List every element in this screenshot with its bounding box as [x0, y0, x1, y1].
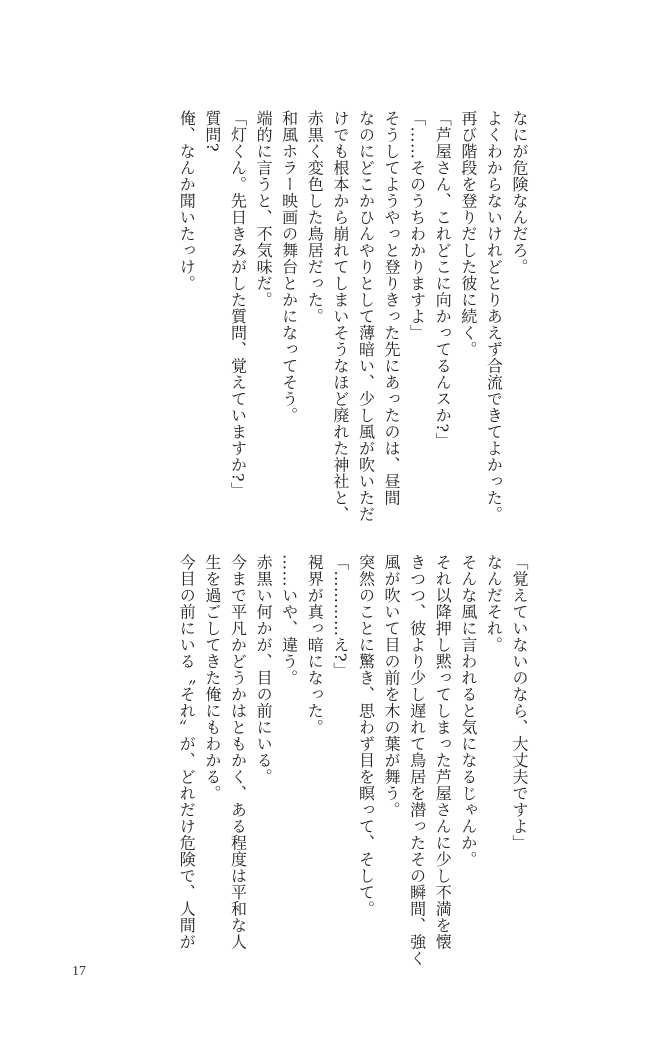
- text-line: なにが危険なんだろ。: [510, 110, 529, 275]
- upper-text-block: [174, 110, 532, 523]
- page-number: 17: [72, 964, 86, 979]
- lower-text-block: [174, 554, 532, 967]
- text-line: 「…………え?」: [330, 554, 350, 679]
- text-line: 突然のことに驚き、思わず目を瞑って、そして。: [356, 554, 376, 917]
- text-line: 視界が真っ暗になった。: [305, 554, 325, 736]
- text-line: 「……そのうちわかりますよ」: [407, 110, 427, 341]
- text-line: 今目の前にいる〝それ〟が、どれだけ危険で、人間が: [177, 554, 197, 950]
- text-line: 今まで平凡かどうかはともかく、ある程度は平和な人: [228, 554, 248, 950]
- text-line: 端的に言うと、不気味だ。: [254, 110, 274, 308]
- text-line: 赤黒い何かが、目の前にいる。: [254, 554, 274, 785]
- text-line: なんだそれ。: [484, 554, 504, 653]
- text-line: 「覚えていないのなら、大丈夫ですよ」: [510, 554, 529, 851]
- text-line: 質問?: [202, 110, 222, 153]
- text-line: きつつ、彼より少し遅れて鳥居を潜ったその瞬間、強く: [407, 554, 427, 967]
- text-line: 俺、なんか聞いたっけ。: [177, 110, 197, 292]
- text-line: 「芦屋さん、これどこに向かってるんスか?」: [433, 110, 453, 450]
- text-line: 赤黒く変色した鳥居だった。: [305, 110, 325, 325]
- text-line: 生を過ごしてきた俺にもわかる。: [202, 554, 222, 802]
- text-line: けでも根本から崩れてしまいそうなほど廃れた神社と、: [330, 110, 350, 523]
- text-line: ……いや、違う。: [279, 554, 299, 686]
- text-line: よくわからないけれどとりあえず合流できてよかった。: [484, 110, 504, 523]
- text-line: そんな風に言われると気になるじゃんか。: [458, 554, 478, 868]
- text-line: 風が吹いて目の前を木の葉が舞う。: [382, 554, 402, 818]
- text-line: 「灯くん。先日きみがした質問、覚えていますか?」: [228, 110, 248, 499]
- text-line: 再び階段を登りだした彼に続く。: [458, 110, 478, 358]
- text-line: 和風ホラー映画の舞台とかになってそう。: [279, 110, 299, 424]
- text-line: それ以降押し黙ってしまった芦屋さんに少し不満を懐: [433, 554, 453, 950]
- text-line: なのにどこかひんやりとして薄暗い、少し風が吹いただ: [356, 110, 376, 523]
- text-line: そうしてようやっと登りきった先にあったのは、昼間: [382, 110, 402, 506]
